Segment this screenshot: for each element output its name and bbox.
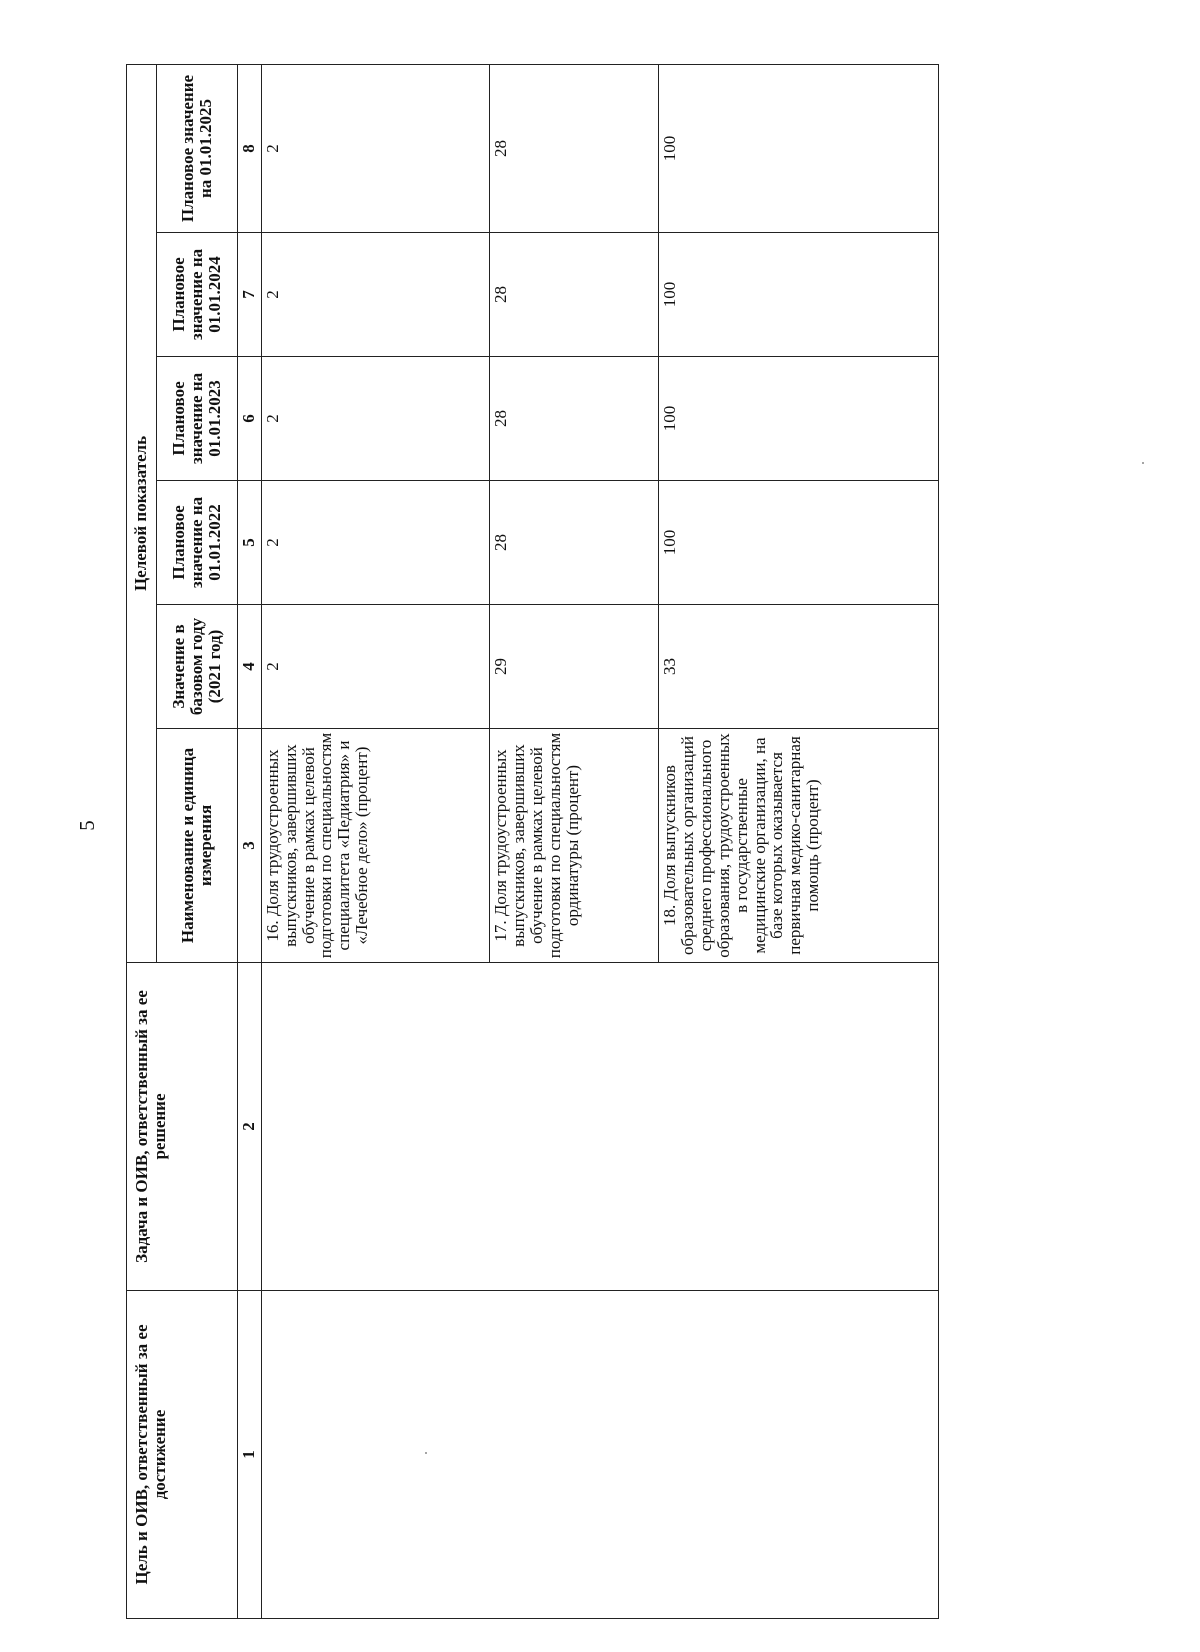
base-value: 2 bbox=[261, 605, 490, 729]
scan-speck bbox=[425, 1452, 427, 1454]
column-number: 1 bbox=[237, 1291, 261, 1619]
column-number: 2 bbox=[237, 963, 261, 1291]
column-number: 5 bbox=[237, 481, 261, 605]
plan-2022-value: 28 bbox=[490, 481, 659, 605]
plan-2024-value: 2 bbox=[261, 233, 490, 357]
plan-2022-value: 2 bbox=[261, 481, 490, 605]
plan-2024-value: 28 bbox=[490, 233, 659, 357]
scan-speck bbox=[1142, 462, 1144, 464]
header-plan-2022: Плановое значение на 01.01.2022 bbox=[156, 481, 237, 605]
plan-2023-value: 28 bbox=[490, 357, 659, 481]
header-task: Задача и ОИВ, ответственный за ее решение bbox=[127, 963, 238, 1291]
plan-2025-value: 100 bbox=[659, 64, 939, 232]
column-number: 4 bbox=[237, 605, 261, 729]
plan-2022-value: 100 bbox=[659, 481, 939, 605]
indicator-name: 16. Доля трудоустроенных выпускников, завершивших обучение в рамках целевой подготовки по специальностям специалитета «Педиатрия» и «Лечебное дело» (процент) bbox=[261, 729, 490, 963]
goal-cell bbox=[261, 1291, 938, 1619]
indicator-table bbox=[126, 64, 939, 1619]
indicator-name: 17. Доля трудоустроенных выпускников, завершивших обучение в рамках целевой подготовки по специальностям ординатуры (процент) bbox=[490, 729, 659, 963]
plan-2023-value: 2 bbox=[261, 357, 490, 481]
column-number: 6 bbox=[237, 357, 261, 481]
header-plan-2023: Плановое значение на 01.01.2023 bbox=[156, 357, 237, 481]
task-cell bbox=[261, 963, 938, 1291]
column-number: 8 bbox=[237, 64, 261, 232]
header-name-unit: Наименование и единица измерения bbox=[156, 729, 237, 963]
base-value: 29 bbox=[490, 605, 659, 729]
plan-2023-value: 100 bbox=[659, 357, 939, 481]
base-value: 33 bbox=[659, 605, 939, 729]
header-base-value: Значение в базовом году (2021 год) bbox=[156, 605, 237, 729]
plan-2025-value: 28 bbox=[490, 64, 659, 232]
header-plan-2024: Плановое значение на 01.01.2024 bbox=[156, 233, 237, 357]
header-target-indicator: Целевой показатель bbox=[127, 64, 157, 962]
indicator-table-sheet bbox=[126, 65, 939, 1619]
header-plan-2025: Плановое значение на 01.01.2025 bbox=[156, 64, 237, 232]
column-number: 3 bbox=[237, 729, 261, 963]
page-number: 5 bbox=[74, 820, 99, 831]
indicator-name: 18. Доля выпускников образовательных организаций среднего профессионального образования, трудоустроенных в государственные медицинские организации, на базе которых оказывается первичная медико-санитарная помощь (процент) bbox=[659, 729, 939, 963]
column-number: 7 bbox=[237, 233, 261, 357]
plan-2024-value: 100 bbox=[659, 233, 939, 357]
plan-2025-value: 2 bbox=[261, 64, 490, 232]
header-goal: Цель и ОИВ, ответственный за ее достижение bbox=[127, 1291, 238, 1619]
table-row bbox=[261, 64, 490, 1618]
